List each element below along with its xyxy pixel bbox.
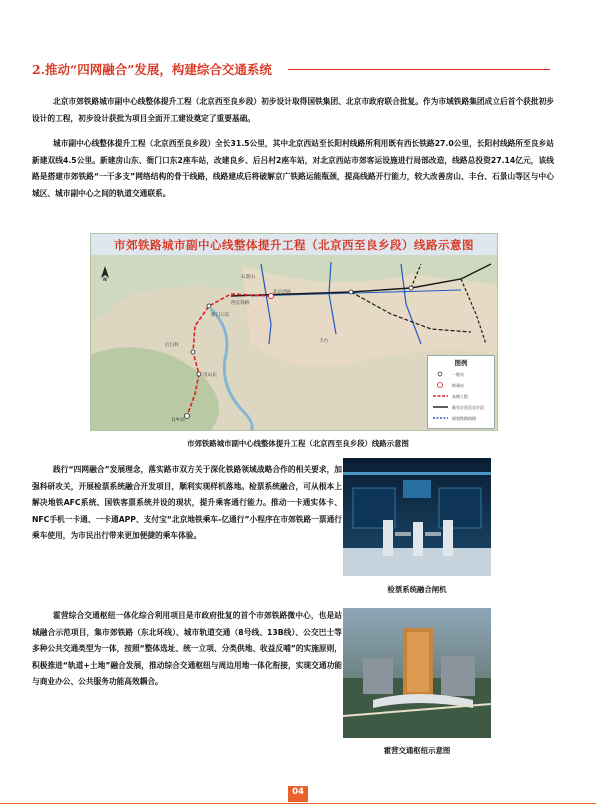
route-map: [90, 233, 498, 431]
ticket-gate-image: [343, 458, 491, 576]
map-label-beijing-west: 北京西站: [273, 290, 292, 295]
section-title: 2.推动“四网融合”发展，构建综合交通系统: [32, 62, 272, 77]
map-caption: 市郊铁路城市副中心线整体提升工程（北京西至良乡段）线路示意图: [187, 439, 409, 448]
station-marker: [197, 372, 201, 376]
map-label-fengtai: 丰台: [319, 339, 329, 344]
map-label-yamenkou-east: 衙门口东: [211, 313, 230, 318]
legend-item: 规划铁路线路: [452, 416, 476, 421]
paragraph-huoying-hub: 霍营综合交通枢纽一体化综合利用项目是市政府批复的首个市郊铁路微中心，也是站城融合示范项目，集市郊铁路（东北环线）、城市轨道交通（8号线、13B线）、公交巴士等多种公共交通类型为一体，按照“整体选址、统一立项、分类供地、收益反哺”的实施原则，积极推进“轨道+土地”融合发展，推动综合交通枢纽与周边用地一体化衔接，实现交通功能与商业办公、公共服务功能高效耦合。: [32, 611, 342, 687]
station-marker: [191, 350, 195, 354]
title-underline: [288, 69, 550, 70]
station-marker: [409, 286, 413, 290]
legend-title: 图例: [454, 359, 468, 367]
legend-item: 本期工程: [452, 394, 468, 399]
paragraph-project-overview: 城市副中心线整体提升工程（北京西至良乡段）全长31.5公里，其中北京西站至长阳村线路所利用既有西长铁路27.0公里，长阳村线路所至良乡站新建双线4.5公里。新建房山东、衙门口东2座车站，改建良乡、后吕村2座车站，对北京西站市郊客运设施进行局部改造，线路总投资27.14亿元，该线路是搭建市郊铁路“一干多支”网络结构的骨干线路，线路建成后将破解京广铁路运能瓶颈，提高线路开行能力，较大改善房山、丰台、石景山等区与中心城区、城市副中心之间的轨道交通联系。: [32, 139, 554, 198]
page-number: 04: [292, 787, 304, 797]
ticket-gate-caption: 检票系统融合闸机: [387, 585, 447, 594]
legend-item: 既有京西至良乡段: [452, 405, 484, 410]
station-marker: [349, 290, 353, 294]
map-label-houlvcun: 后吕村: [165, 343, 179, 348]
hub-rendering-image: [343, 608, 491, 738]
north-label: N: [103, 278, 107, 283]
map-label-liangxiang: 良乡站: [171, 418, 185, 423]
paragraph-four-network: 践行“四网融合”发展理念，落实路市双方关于深化铁路领域战略合作的相关要求，加强科研攻关，开展检票系统融合开发项目，顺利实现样机落地。检票系统融合，可从根本上解决地铁AFC系统、国铁客票系统并设的现状，提升乘客通行能力。推动一卡通实体卡、NFC手机一卡通、一卡通APP、支付宝“北京地铁乘车-亿通行”小程序在市郊铁路一票通行乘车使用，为市民出行带来更加便捷的乘车体验。: [32, 465, 342, 541]
legend-item: 一般站: [452, 372, 464, 377]
hub-rendering-photo: [343, 608, 491, 738]
footer-rule: [0, 803, 596, 804]
map-label-fangshan-east: 房山东: [203, 373, 217, 378]
map-legend: [427, 355, 495, 429]
hub-rendering-caption: 霍营交通枢纽示意图: [383, 746, 451, 755]
paragraph-approval: 北京市郊铁路城市副中心线整体提升工程（北京西至良乡段）初步设计取得国铁集团、北京市政府联合批复。作为市域铁路集团成立后首个获批初步设计的工程，初步设计获批为项目全面开工建设奠定了重要基础。: [32, 97, 554, 123]
legend-item: 换乘站: [452, 383, 464, 388]
map-label-shijingshan: 石景山: [241, 275, 255, 280]
station-marker: [185, 414, 190, 419]
ticket-gate-photo: [343, 458, 491, 576]
station-marker: [207, 304, 211, 308]
map-title: 市郊铁路城市副中心线整体提升工程（北京西至良乡段）线路示意图: [114, 238, 474, 252]
map-label-xichang-railway: 西长铁路: [231, 301, 250, 306]
legend-symbols: [432, 370, 450, 428]
